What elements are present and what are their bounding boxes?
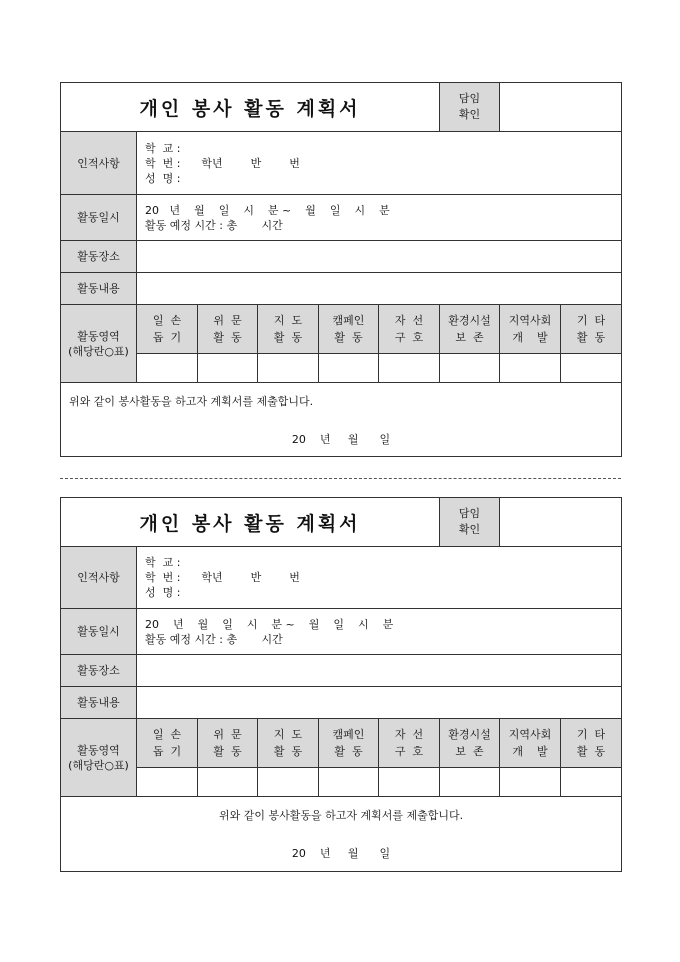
student-name-line: 성 명 :: [145, 586, 181, 599]
activity-content-field[interactable]: [137, 687, 622, 719]
plan-form-2: [60, 497, 622, 872]
mark-charity[interactable]: [379, 354, 440, 383]
activity-datetime-label: 활동일시: [61, 609, 137, 655]
category-labor-help: 일 손 돕 기: [137, 719, 198, 768]
mark-guidance[interactable]: [258, 354, 319, 383]
activity-datetime-field[interactable]: 20 년 월 일 시 분 ~ 월 일 시 분 활동 예정 시간 : 총 시간: [137, 609, 622, 655]
activity-place-label: 활동장소: [61, 655, 137, 687]
cut-line: [60, 478, 621, 479]
student-name-line: 성 명 :: [145, 171, 181, 185]
category-charity: 자 선 구 호: [379, 719, 440, 768]
activity-area-label: 활동영역 (해당란○표): [61, 719, 137, 797]
mark-consolation[interactable]: [198, 768, 258, 797]
mark-environment[interactable]: [440, 354, 500, 383]
school-line: 학 교 :: [145, 556, 181, 569]
activity-datetime-field[interactable]: 20 년 월 일 시 분 ~ 월 일 시 분 활동 예정 시간 : 총 시간: [137, 195, 622, 241]
mark-charity[interactable]: [379, 768, 440, 797]
mark-other[interactable]: [561, 354, 622, 383]
student-number-line: 학 번 : 학년 반 번: [145, 571, 300, 584]
category-campaign: 캠페인 활 동: [319, 305, 379, 354]
category-other: 기 타 활 동: [561, 305, 622, 354]
category-community: 지역사회 개 발: [500, 305, 561, 354]
form-title: 개인 봉사 활동 계획서: [61, 83, 440, 132]
personal-info-label: 인적사항: [61, 132, 137, 195]
activity-content-label: 활동내용: [61, 273, 137, 305]
category-environment: 환경시설 보 존: [440, 305, 500, 354]
activity-place-field[interactable]: [137, 241, 622, 273]
category-charity: 자 선 구 호: [379, 305, 440, 354]
category-labor-help: 일 손 돕 기: [137, 305, 198, 354]
school-line: 학 교 :: [145, 141, 181, 155]
category-community: 지역사회 개 발: [500, 719, 561, 768]
mark-campaign[interactable]: [319, 354, 379, 383]
mark-labor-help[interactable]: [137, 354, 198, 383]
category-consolation: 위 문 활 동: [198, 719, 258, 768]
activity-content-label: 활동내용: [61, 687, 137, 719]
personal-info-field[interactable]: [137, 547, 622, 609]
category-guidance: 지 도 활 동: [258, 305, 319, 354]
teacher-confirm-box[interactable]: [500, 83, 622, 132]
student-number-line: 학 번 : 학년 반 번: [145, 156, 300, 170]
mark-other[interactable]: [561, 768, 622, 797]
mark-labor-help[interactable]: [137, 768, 198, 797]
category-environment: 환경시설 보 존: [440, 719, 500, 768]
plan-form-1: [60, 82, 622, 457]
activity-place-field[interactable]: [137, 655, 622, 687]
declaration-text: 위와 같이 봉사활동을 하고자 계획서를 제출합니다.: [218, 809, 464, 822]
declaration-text: 위와 같이 봉사활동을 하고자 계획서를 제출합니다.: [69, 394, 314, 408]
activity-content-field[interactable]: [137, 273, 622, 305]
teacher-confirm-label: 담임 확인: [440, 83, 500, 132]
declaration-section: [61, 383, 622, 457]
category-other: 기 타 활 동: [561, 719, 622, 768]
personal-info-field[interactable]: [137, 132, 622, 195]
submission-date: 20 년 월 일: [291, 847, 391, 860]
activity-area-label: 활동영역 (해당란○표): [61, 305, 137, 383]
mark-campaign[interactable]: [319, 768, 379, 797]
declaration-section: [61, 797, 622, 872]
teacher-confirm-box[interactable]: [500, 498, 622, 547]
teacher-confirm-label: 담임 확인: [440, 498, 500, 547]
category-campaign: 캠페인 활 동: [319, 719, 379, 768]
mark-consolation[interactable]: [198, 354, 258, 383]
mark-guidance[interactable]: [258, 768, 319, 797]
activity-datetime-label: 활동일시: [61, 195, 137, 241]
submission-date: 20 년 월 일: [291, 432, 391, 446]
mark-environment[interactable]: [440, 768, 500, 797]
mark-community[interactable]: [500, 354, 561, 383]
form-title: 개인 봉사 활동 계획서: [61, 498, 440, 547]
category-guidance: 지 도 활 동: [258, 719, 319, 768]
mark-community[interactable]: [500, 768, 561, 797]
activity-place-label: 활동장소: [61, 241, 137, 273]
category-consolation: 위 문 활 동: [198, 305, 258, 354]
personal-info-label: 인적사항: [61, 547, 137, 609]
